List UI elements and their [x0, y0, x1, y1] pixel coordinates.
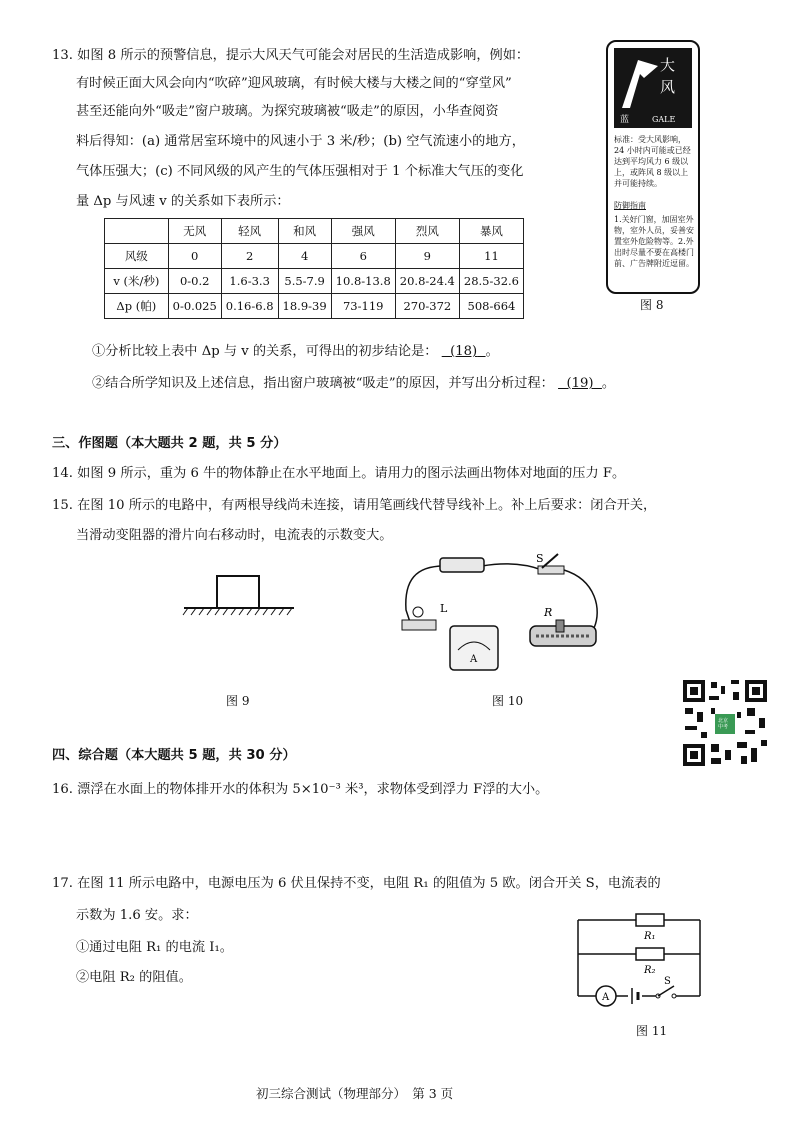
fig8-char-da: 大 [660, 56, 676, 74]
table-cell: 0.16-6.8 [221, 294, 278, 319]
q17-line-1: 17. 在图 11 所示电路中，电源电压为 6 伏且保持不变，电阻 R₁ 的阻值为 5 欧。闭合开关 S，电流表的 [52, 876, 661, 891]
page-footer: 初三综合测试（物理部分） 第 3 页 [256, 1086, 454, 1101]
fig11-label-s: S [664, 976, 671, 987]
q17-line-2: 示数为 1.6 安。求： [76, 908, 198, 923]
answer-blank-19: (19) [566, 376, 594, 391]
fig8-guide-title: 防御指南 [614, 201, 646, 210]
fig9-caption: 图 9 [226, 694, 250, 708]
fig10-caption: 图 10 [492, 694, 524, 708]
table-row [105, 244, 524, 269]
fig8-char-feng: 风 [660, 78, 676, 96]
q13-line-6: 量 Δp 与风速 v 的关系如下表所示： [76, 194, 290, 209]
table-header-row [105, 219, 524, 244]
table-cell: 18.9-39 [278, 294, 331, 319]
q13-line-2: 有时候正面大风会向内“吹碎”迎风玻璃，有时候大楼与大楼之间的“穿堂风” [76, 76, 512, 91]
svg-text:A: A [470, 654, 478, 665]
qr-label: 北京中考 [718, 718, 729, 730]
q13-sub1-text: ①分析比较上表中 Δp 与 v 的关系，可得出的初步结论是： [92, 344, 438, 359]
q15-line-2: 当滑动变阻器的滑片向右移动时，电流表的示数变大。 [76, 528, 393, 543]
fig10-label-r: R [544, 606, 553, 619]
fig11-label-r1: R₁ [644, 931, 656, 942]
table-cell: v (米/秒) [105, 269, 169, 294]
table-cell: 风级 [105, 244, 169, 269]
table-cell: 暴风 [459, 219, 523, 244]
fig8-level: 蓝 [620, 115, 630, 125]
table-cell: 烈风 [395, 219, 459, 244]
switch-icon [658, 986, 674, 996]
table-cell: 6 [331, 244, 395, 269]
table-cell: 2 [221, 244, 278, 269]
fig11-caption: 图 11 [636, 1024, 668, 1038]
fig10-label-s: S [536, 552, 544, 565]
q13-sub2-text: ②结合所学知识及上述信息，指出窗户玻璃被“吸走”的原因，并写出分析过程： [92, 376, 554, 391]
q13-sub1: ①分析比较上表中 Δp 与 v 的关系，可得出的初步结论是： (18) 。 [92, 344, 499, 359]
q13-line-3: 甚至还能向外“吸走”窗户玻璃。为探究玻璃被“吸走”的原因，小华查阅资 [76, 104, 499, 119]
table-cell: 1.6-3.3 [221, 269, 278, 294]
table-cell: 28.5-32.6 [459, 269, 523, 294]
lamp-icon [402, 607, 436, 630]
resistor-r1-icon [636, 914, 664, 926]
rheostat-icon [530, 620, 596, 646]
table-cell: 强风 [331, 219, 395, 244]
ammeter-icon [450, 626, 498, 670]
table-cell: 508-664 [459, 294, 523, 319]
wind-table [104, 218, 524, 319]
table-cell: 73-119 [331, 294, 395, 319]
q17-line-4: ②电阻 R₂ 的阻值。 [76, 970, 192, 985]
table-cell: 无风 [168, 219, 221, 244]
q13-line-5: 气体压强大；(c) 不同风级的风产生的气体压强相对于 1 个标准大气压的变化 [76, 164, 524, 179]
fig9-block-on-ground [180, 570, 300, 620]
q16-text: 16. 漂浮在水面上的物体排开水的体积为 5×10⁻³ 米³，求物体受到浮力 F浮的大小。 [52, 782, 549, 797]
table-cell: 4 [278, 244, 331, 269]
table-cell: 9 [395, 244, 459, 269]
table-cell: Δp (帕) [105, 294, 169, 319]
qr-code [681, 678, 769, 768]
table-cell: 5.5-7.9 [278, 269, 331, 294]
battery-icon [440, 558, 484, 572]
q13-sub2: ②结合所学知识及上述信息，指出窗户玻璃被“吸走”的原因，并写出分析过程： (19) 。 [92, 376, 616, 391]
q13-line-4: 料后得知：(a) 通常居室环境中的风速小于 3 米/秒；(b) 空气流速小的地方， [76, 134, 525, 149]
fig8-caption: 图 8 [640, 298, 664, 312]
table-row [105, 269, 524, 294]
table-cell: 0 [168, 244, 221, 269]
table-cell: 11 [459, 244, 523, 269]
table-cell: 和风 [278, 219, 331, 244]
table-cell: 20.8-24.4 [395, 269, 459, 294]
table-cell: 270-372 [395, 294, 459, 319]
fig8-gale: GALE [652, 115, 676, 124]
q14-text: 14. 如图 9 所示，重为 6 牛的物体静止在水平地面上。请用力的图示法画出物体对地面的压力 F。 [52, 466, 626, 481]
fig11-circuit [570, 908, 710, 1018]
fig8-guide-text: 1.关好门窗，加固室外物，室外人员，妥善安置室外危险物等。2.外出时尽量不要在高楼门前、广告牌附近逗留。 [614, 215, 694, 268]
fig11-label-r2: R₂ [644, 965, 656, 976]
fig8-standard-text: 标准：受大风影响，24 小时内可能或已经达到平均风力 6 级以上，或阵风 8 级以上并可能持续。 [614, 135, 691, 188]
q15-line-1: 15. 在图 10 所示的电路中，有两根导线尚未连接，请用笔画线代替导线补上。补上后要求：闭合开关， [52, 498, 657, 513]
fig10-label-l: L [440, 602, 448, 615]
section3-title: 三、作图题（本大题共 2 题，共 5 分） [52, 436, 287, 451]
q17-line-3: ①通过电阻 R₁ 的电流 I₁。 [76, 940, 233, 955]
table-cell: 轻风 [221, 219, 278, 244]
q13-line-1: 13. 如图 8 所示的预警信息，提示大风天气可能会对居民的生活造成影响，例如： [52, 48, 530, 63]
resistor-r2-icon [636, 948, 664, 960]
table-cell [105, 219, 169, 244]
fig8-warning-sign [606, 40, 700, 294]
answer-blank-18: (18) [450, 344, 478, 359]
table-cell: 0-0.2 [168, 269, 221, 294]
table-cell: 0-0.025 [168, 294, 221, 319]
section4-title: 四、综合题（本大题共 5 题，共 30 分） [52, 748, 296, 763]
table-row [105, 294, 524, 319]
table-cell: 10.8-13.8 [331, 269, 395, 294]
gale-warning-icon [614, 48, 692, 128]
fig10-circuit [396, 550, 606, 680]
fig11-label-a: A [602, 992, 610, 1003]
